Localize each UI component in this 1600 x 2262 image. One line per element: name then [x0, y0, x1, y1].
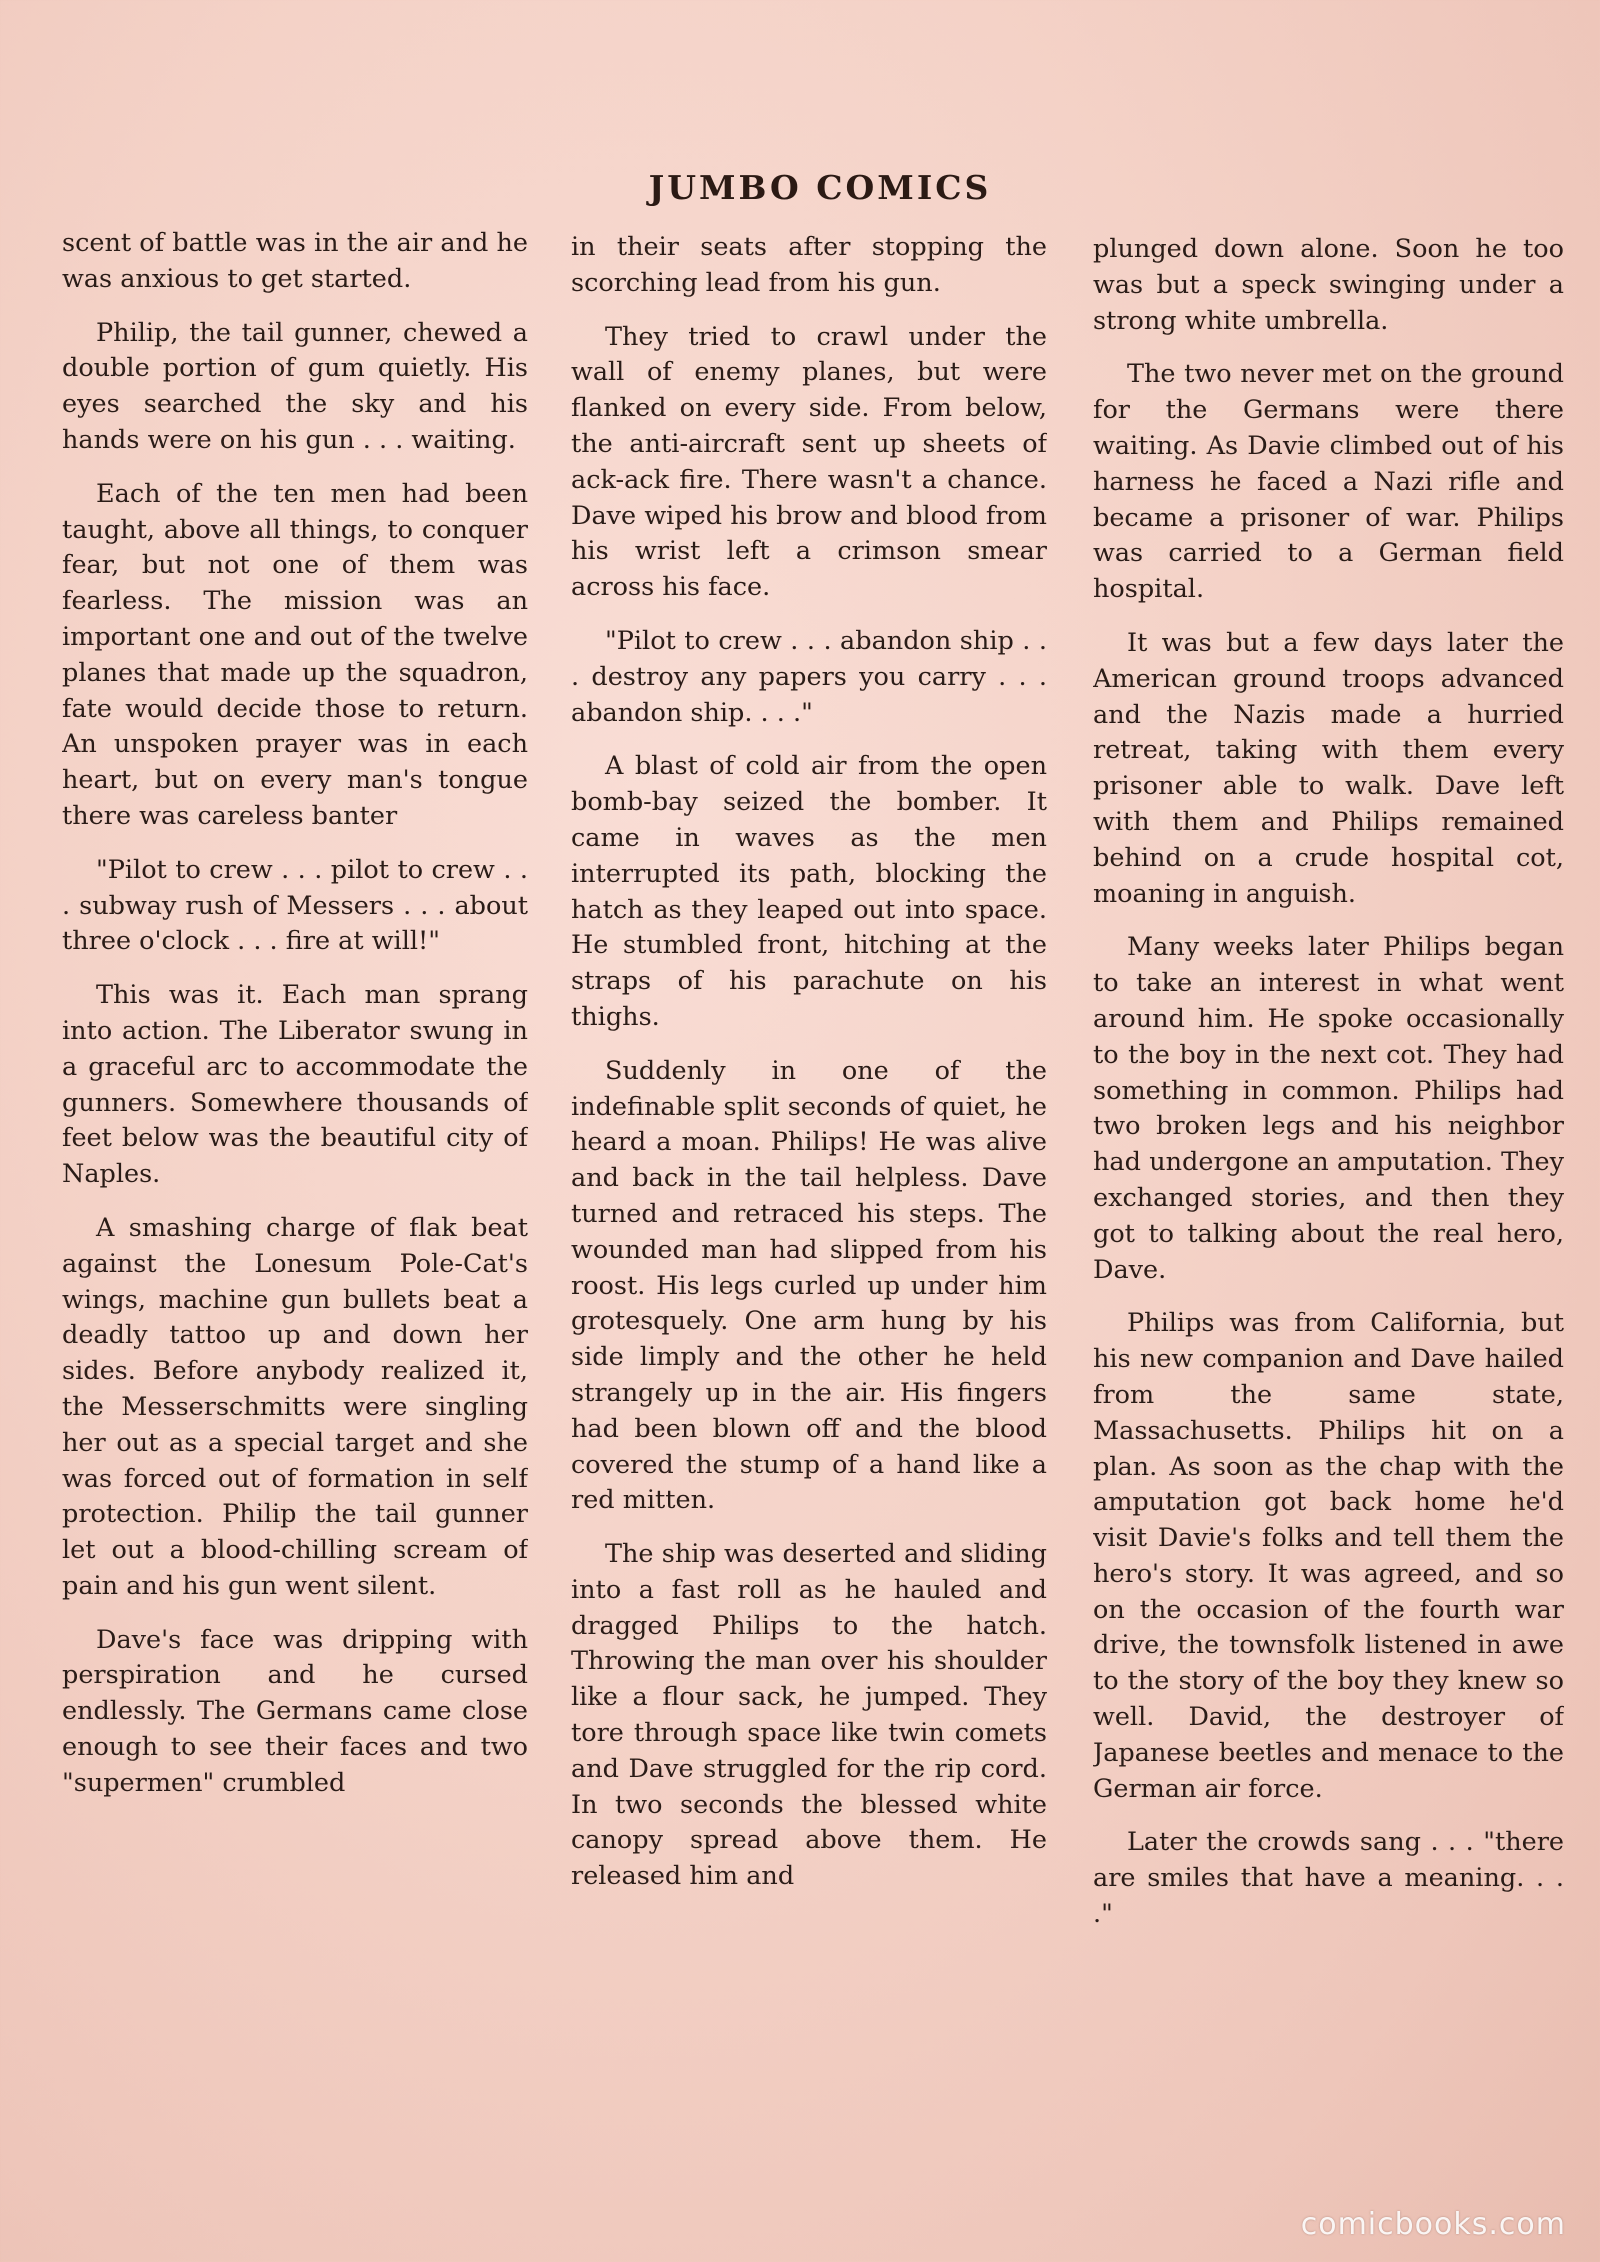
paragraph: Philips was from California, but his new companion and Dave hailed from the same state, Massachusetts. Philips hit on a plan. As soon as the chap with the amputation got back home he'd visit Davie's folks and tell them the hero's story. It was agreed, and so on the occasion of the fourth war drive, the townsfolk listened in awe to the story of the boy they knew so well. David, the destroyer of Japanese beetles and menace to the German air force.: [1093, 1308, 1564, 1804]
page-header: JUMBO COMICS: [648, 168, 992, 207]
paragraph: A smashing charge of flak beat against the Lonesum Pole-Cat's wings, machine gun bullets beat a deadly tattoo up and down her sides. Before anybody realized it, the Messerschmitts were singling her out as a special target and she was forced out of formation in self protection. Philip the tail gunner let out a blood-chilling scream of pain and his gun went silent.: [62, 1212, 528, 1601]
paragraph: Each of the ten men had been taught, above all things, to conquer fear, but not one of them was fearless. The mission was an important one and out of the twelve planes that made up the squadron, fate would decide those to return. An unspoken prayer was in each heart, but on every man's tongue there was careless banter: [62, 478, 528, 831]
paragraph: Philip, the tail gunner, chewed a double portion of gum quietly. His eyes searched the sky and his hands were on his gun . . . waiting.: [62, 317, 528, 455]
paragraph: "Pilot to crew . . . abandon ship . . . destroy any papers you carry . . . abandon ship. . . .": [571, 625, 1047, 728]
paragraph: in their seats after stopping the scorching lead from his gun.: [571, 232, 1047, 298]
paragraph: Suddenly in one of the indefinable split seconds of quiet, he heard a moan. Philips! He was alive and back in the tail helpless. Dave turned and retraced his steps. The wounded man had slipped from his roost. His legs curled up under him grotesquely. One arm hung by his side limply and the other he held strangely up in the air. His fingers had been blown off and the blood covered the stump of a hand like a red mitten.: [571, 1055, 1047, 1516]
paragraph: They tried to crawl under the wall of enemy planes, but were flanked on every side. From below, the anti-aircraft sent up sheets of ack-ack fire. There wasn't a chance. Dave wiped his brow and blood from his wrist left a crimson smear across his face.: [571, 321, 1047, 603]
paragraph: This was it. Each man sprang into action. The Liberator swung in a graceful arc to accommodate the gunners. Somewhere thousands of feet below was the beautiful city of Naples.: [62, 980, 528, 1190]
paragraph: Dave's face was dripping with perspiration and he cursed endlessly. The Germans came close enough to see their faces and two "supermen" crumbled: [62, 1624, 528, 1798]
text-column-3: [1093, 232, 1564, 2092]
paragraph: A blast of cold air from the open bomb-bay seized the bomber. It came in waves as the men interrupted its path, blocking the hatch as they leaped out into space. He stumbled front, hitching at the straps of his parachute on his thighs.: [571, 751, 1047, 1032]
paragraph: plunged down alone. Soon he too was but a speck swinging under a strong white umbrella.: [1093, 234, 1564, 336]
paragraph: Later the crowds sang . . . "there are smiles that have a meaning. . . .": [1093, 1827, 1564, 1930]
paragraph: It was but a few days later the American ground troops advanced and the Nazis made a hurried retreat, taking with them every prisoner able to walk. Dave left with them and Philips remained behind on a crude hospital cot, moaning in anguish.: [1093, 627, 1564, 909]
paragraph: "Pilot to crew . . . pilot to crew . . . subway rush of Messers . . . about three o'clock . . . fire at will!": [62, 854, 528, 957]
paragraph: scent of battle was in the air and he was anxious to get started.: [62, 228, 528, 294]
paragraph: The ship was deserted and sliding into a fast roll as he hauled and dragged Philips to the hatch. Throwing the man over his shoulder like a flour sack, he jumped. They tore through space like twin comets and Dave struggled for the rip cord. In two seconds the blessed white canopy spread above them. He released him and: [571, 1539, 1047, 1892]
paragraph: The two never met on the ground for the Germans were there waiting. As Davie climbed out of his harness he faced a Nazi rifle and became a prisoner of war. Philips was carried to a German field hospital.: [1093, 359, 1564, 605]
text-column-1: [62, 226, 528, 2086]
text-column-2: [571, 230, 1047, 2090]
paragraph: Many weeks later Philips began to take an interest in what went around him. He spoke occasionally to the boy in the next cot. They had something in common. Philips had two broken legs and his neighbor had undergone an amputation. They exchanged stories, and then they got to talking about the real hero, Dave.: [1093, 932, 1564, 1285]
site-watermark: comicbooks.com: [1300, 2207, 1566, 2242]
